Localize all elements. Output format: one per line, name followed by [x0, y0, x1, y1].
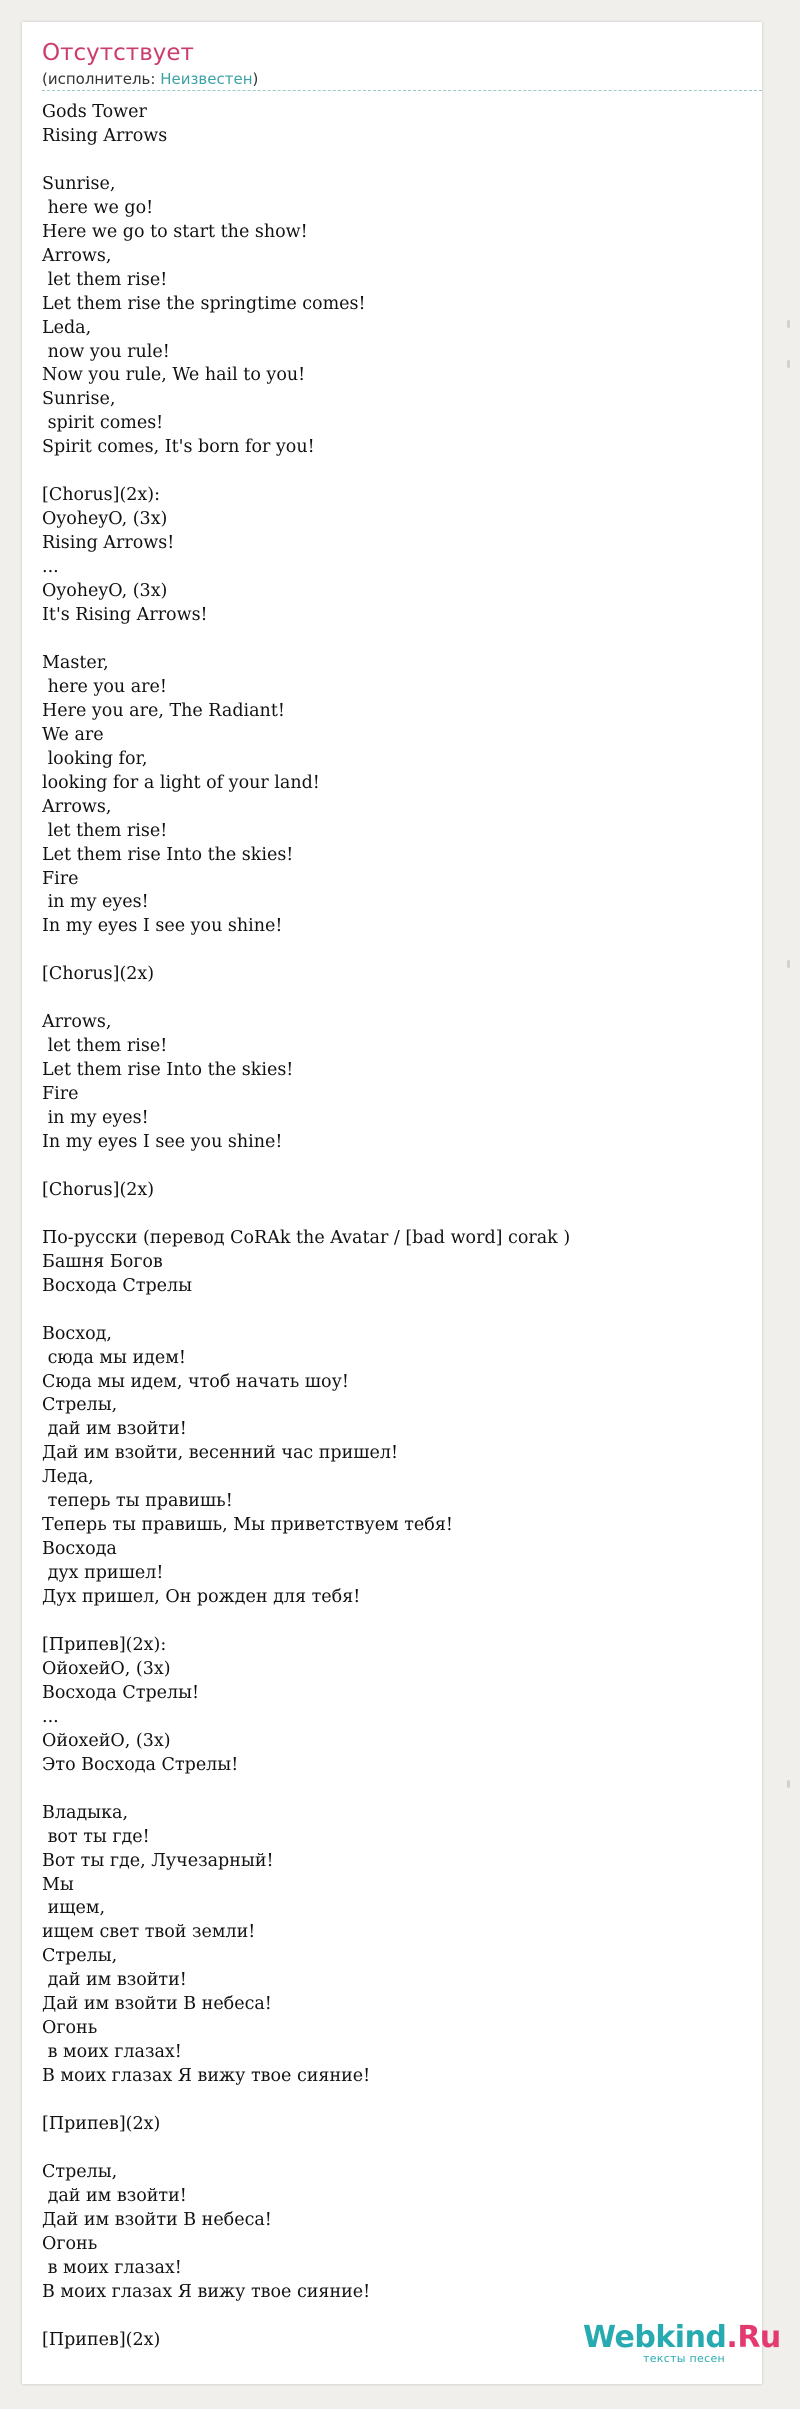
edge-mark — [787, 360, 790, 368]
webkind-logo[interactable] — [583, 2321, 783, 2381]
artist-suffix: ) — [252, 70, 259, 88]
logo-tagline: тексты песен — [643, 2352, 726, 2365]
title-divider — [42, 90, 762, 91]
lyrics-text: Gods Tower Rising Arrows Sunrise, here we go! Here we go to start the show! Arrows, let them rise! Let them rise the springtime comes! Leda, now you rule! Now you rule, We hail to you! Sunrise, spirit comes! Spirit comes, It's born for you! [Chorus](2x): OyoheyO, (3x) Rising Arrows! ... OyoheyO, (3x) It's Rising Arrows! Master, here you are! Here you are, The Radiant! We are looking for, looking for a light of your land! Arrows, let them rise! Let them rise Into the skies! Fire in my eyes! In my eyes I see you shine! [Chorus](2x) Arrows, let them rise! Let them rise Into the skies! Fire in my eyes! In my eyes I see you shine! [Chorus](2x) По-русски (перевод CoRAk the Avatar / [bad word] corak ) Башня Богов Восхода Стрелы Восход, сюда мы идем! Сюда мы идем, чтоб начать шоу! Стрелы, дай им взойти! Дай им взойти, весенний час пришел! Леда, теперь ты правишь! Теперь ты правишь, Мы приветствуем тебя! Восхода дух пришел! Дух пришел, Он рожден для тебя! [Припев](2x): ОйохейО, (3x) Восхода Стрелы! ... ОйохейО, (3x) Это Восхода Стрелы! Владыка, вот ты где! Вот ты где, Лучезарный! Мы ищем, ищем свет твой земли! Стрелы, дай им взойти! Дай им взойти В небеса! Огонь в моих глазах! В моих глазах Я вижу твое сияние! [Припев](2x) Стрелы, дай им взойти! Дай им взойти В небеса! Огонь в моих глазах! В моих глазах Я вижу твое сияние! [Припев](2x) — [42, 102, 571, 2350]
edge-mark — [787, 1780, 790, 1788]
song-title: Отсутствует — [42, 40, 194, 66]
edge-mark — [787, 960, 790, 968]
artist-link[interactable]: Неизвестен — [160, 70, 253, 88]
artist-prefix: (исполнитель: — [42, 70, 161, 88]
logo-ru: .Ru — [726, 2320, 781, 2355]
edge-mark — [787, 320, 790, 328]
logo-wordmark — [583, 2321, 783, 2355]
lyrics-card — [22, 22, 762, 2384]
artist-line — [42, 70, 258, 88]
logo-web: Webkind — [583, 2320, 727, 2355]
